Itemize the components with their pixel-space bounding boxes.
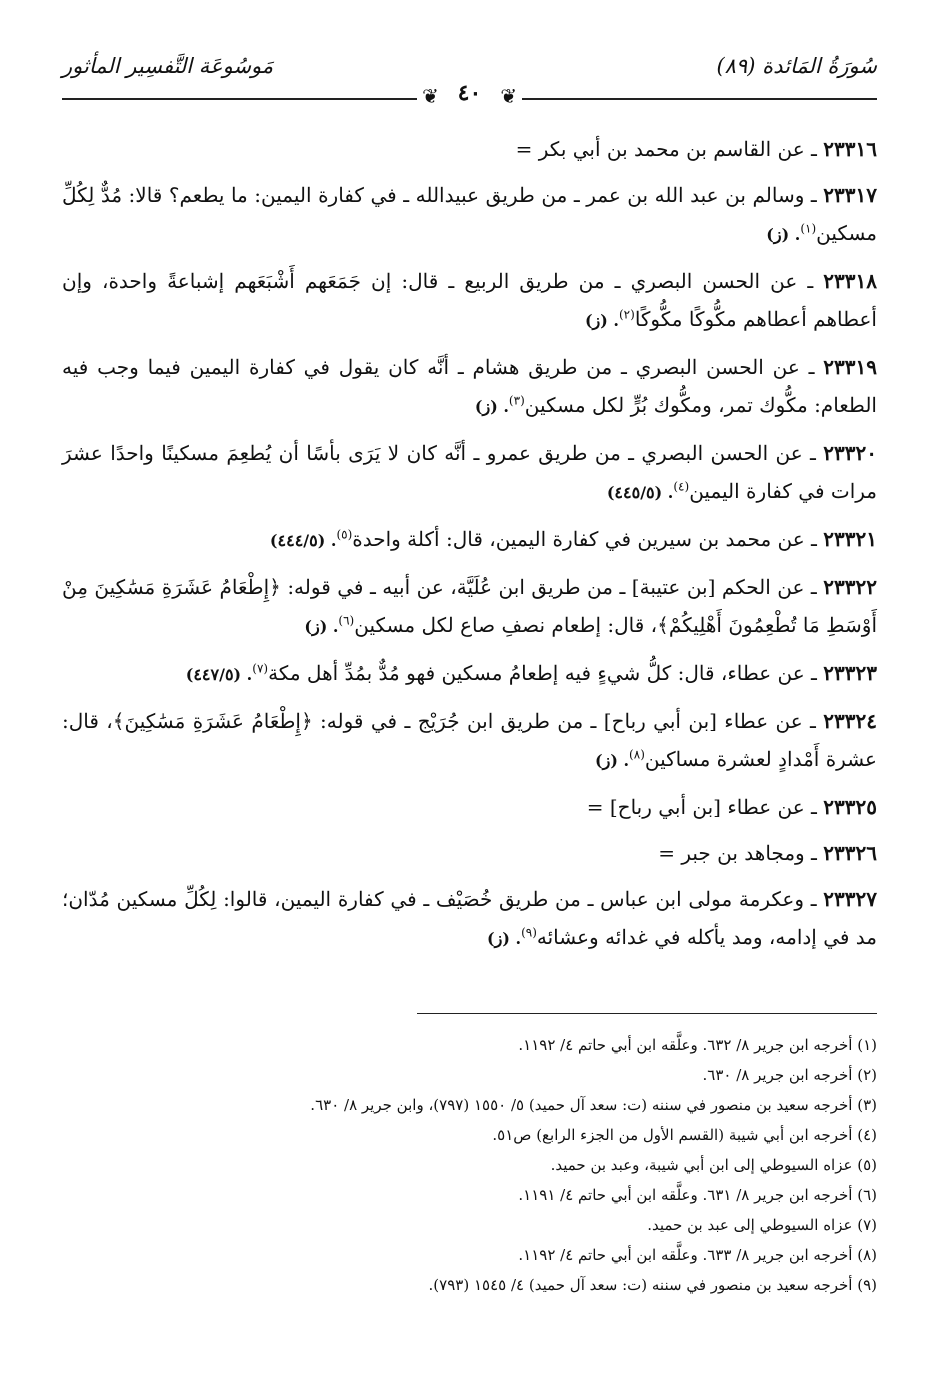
source-reference: . (ز) [595, 751, 630, 770]
source-reference: . (ز) [584, 311, 619, 330]
narration-entry [62, 434, 877, 512]
footnote-marker[interactable]: (٨) [629, 747, 645, 762]
narration-number: ٢٣٣١٩ [823, 355, 878, 379]
footnote: (٦) أخرجه ابن جرير ٨/ ٦٣١. وعلَّقه ابن أبي حاتم ٤/ ١١٩١. [518, 1186, 877, 1204]
source-reference: . (ز) [766, 225, 801, 244]
narration-text: ـ عن عطاء [بن أبي رباح] = [586, 795, 817, 819]
footnote-marker[interactable]: (١) [800, 221, 817, 236]
narration-text: ـ عن الحسن البصري ـ من طريق هشام ـ أنَّه كان يقول في كفارة اليمين فيما وجب فيه الطعام: مكُّوك تمر، ومكُّوك بُرٍّ لكل مسكين [62, 355, 877, 417]
source-reference: . (ز) [474, 397, 509, 416]
narration-entry [62, 834, 877, 872]
page-number: ٤٠ [457, 80, 482, 106]
narration-number: ٢٣٣١٦ [823, 137, 877, 161]
header-rule-left [62, 98, 417, 100]
narration-text: ـ وسالم بن عبد الله بن عمر ـ من طريق عبيدالله ـ في كفارة اليمين: ما يطعم؟ قالا: مُدٌّ لِكُلِّ مسكين [62, 183, 877, 245]
footnote-marker[interactable]: (٤) [673, 479, 690, 494]
footnote: (٧) عزاه السيوطي إلى عبد بن حميد. [647, 1216, 877, 1234]
narration-entry [62, 880, 877, 958]
footnote-marker[interactable]: (٣) [508, 393, 525, 408]
narration-number: ٢٣٣١٨ [823, 269, 878, 293]
narration-entry [62, 654, 877, 694]
source-reference: . (ز) [487, 929, 522, 948]
narration-entry [62, 568, 877, 646]
narration-text: ـ عن عطاء [بن أبي رباح] ـ من طريق ابن جُرَيْج ـ في قوله: ﴿إِطْعَامُ عَشَرَةِ مَسَٰكِينَ﴾، قال: عشرة أَمْدادٍ لعشرة مساكين [62, 709, 877, 771]
footnote-separator [417, 1013, 877, 1014]
narration-entry [62, 176, 877, 254]
header-rule-right [522, 98, 877, 100]
footnote-marker[interactable]: (٩) [521, 925, 537, 940]
narration-number: ٢٣٣٢١ [823, 527, 877, 551]
ornament-icon: ❦ [500, 84, 517, 108]
source-reference: . (٤٤٧/٥) [185, 665, 253, 684]
narration-text: ـ عن القاسم بن محمد بن أبي بكر = [515, 137, 817, 161]
narration-number: ٢٣٣٢٥ [823, 795, 877, 819]
surah-title: سُورَةُ المَائدة (٨٩) [716, 54, 877, 78]
source-reference: . (٤٤٥/٥) [606, 483, 674, 502]
footnote-marker[interactable]: (٦) [338, 613, 355, 628]
footnote: (٥) عزاه السيوطي إلى ابن أبي شيبة، وعبد بن حميد. [550, 1156, 877, 1174]
ornament-icon: ❦ [422, 84, 439, 108]
narration-number: ٢٣٣٢٧ [823, 887, 878, 911]
narration-text: ـ عن الحسن البصري ـ من طريق عمرو ـ أنَّه كان لا يَرَى بأسًا أن يُطعِمَ مسكينًا واحدًا عشرَ مرات في كفارة اليمين [62, 441, 877, 503]
footnote: (١) أخرجه ابن جرير ٨/ ٦٣٢. وعلَّقه ابن أبي حاتم ٤/ ١١٩٢. [518, 1036, 877, 1054]
narration-number: ٢٣٣٢٤ [823, 709, 877, 733]
narration-entry [62, 702, 877, 780]
narration-number: ٢٣٣٢٣ [823, 661, 877, 685]
narration-entry [62, 788, 877, 826]
book-title: مَوسُوعَة التَّفسِير المأثور [62, 54, 274, 78]
narration-number: ٢٣٣١٧ [823, 183, 877, 207]
footnote: (٩) أخرجه سعيد بن منصور في سننه (ت: سعد آل حميد) ٤/ ١٥٤٥ (٧٩٣). [428, 1276, 877, 1294]
footnotes-list [62, 1030, 877, 1300]
narration-text: ـ وعكرمة مولى ابن عباس ـ من طريق خُصَيْف ـ في كفارة اليمين، قالوا: لِكُلِّ مسكين مُدّان؛ مد في إدامه، ومد يأكله في غدائه وعشائه [62, 887, 877, 949]
book-page [62, 40, 877, 1340]
narration-text: ـ عن عطاء، قال: كلُّ شيءٍ فيه إطعامُ مسكين فهو مُدٌّ بمُدِّ أهل مكة [268, 661, 817, 685]
narration-text: ـ ومجاهد بن جبر = [658, 841, 817, 865]
footnote: (٤) أخرجه ابن أبي شيبة (القسم الأول من الجزء الرابع) ص٥١. [492, 1126, 877, 1144]
footnote: (٨) أخرجه ابن جرير ٨/ ٦٣٣. وعلَّقه ابن أبي حاتم ٤/ ١١٩٢. [518, 1246, 877, 1264]
narration-text: ـ عن الحسن البصري ـ من طريق الربيع ـ قال: إن جَمَعَهم أَشْبَعَهم إشباعةً واحدة، وإن أعطاهم أعطاهم مكُّوكًا مكُّوكًا [62, 269, 877, 331]
narration-number: ٢٣٣٢٦ [823, 841, 877, 865]
footnote-marker[interactable]: (٢) [618, 307, 635, 322]
source-reference: . (ز) [304, 617, 339, 636]
narration-number: ٢٣٣٢٠ [823, 441, 878, 465]
narration-entry [62, 520, 877, 560]
narration-text: ـ عن محمد بن سيرين في كفارة اليمين، قال: أكلة واحدة [352, 527, 817, 551]
narration-entry [62, 130, 877, 168]
narrations-list [62, 130, 877, 966]
page-header [62, 40, 877, 110]
narration-entry [62, 262, 877, 340]
source-reference: . (٤٤٤/٥) [269, 531, 337, 550]
narration-entry [62, 348, 877, 426]
narration-number: ٢٣٣٢٢ [823, 575, 877, 599]
footnote-marker[interactable]: (٥) [336, 527, 353, 542]
footnote: (٣) أخرجه سعيد بن منصور في سننه (ت: سعد آل حميد) ٥/ ١٥٥٠ (٧٩٧)، وابن جرير ٨/ ٦٣٠. [310, 1096, 877, 1114]
footnote-marker[interactable]: (٧) [252, 661, 269, 676]
narration-text: ـ عن الحكم [بن عتيبة] ـ من طريق ابن عُلَيَّة، عن أبيه ـ في قوله: ﴿إِطْعَامُ عَشَرَةِ مَسَٰكِينَ مِنْ أَوْسَطِ مَا تُطْعِمُونَ أَهْلِيكُمْ﴾، قال: إطعام نصفِ صاع لكل مسكين [62, 575, 877, 637]
footnote: (٢) أخرجه ابن جرير ٨/ ٦٣٠. [702, 1066, 877, 1084]
